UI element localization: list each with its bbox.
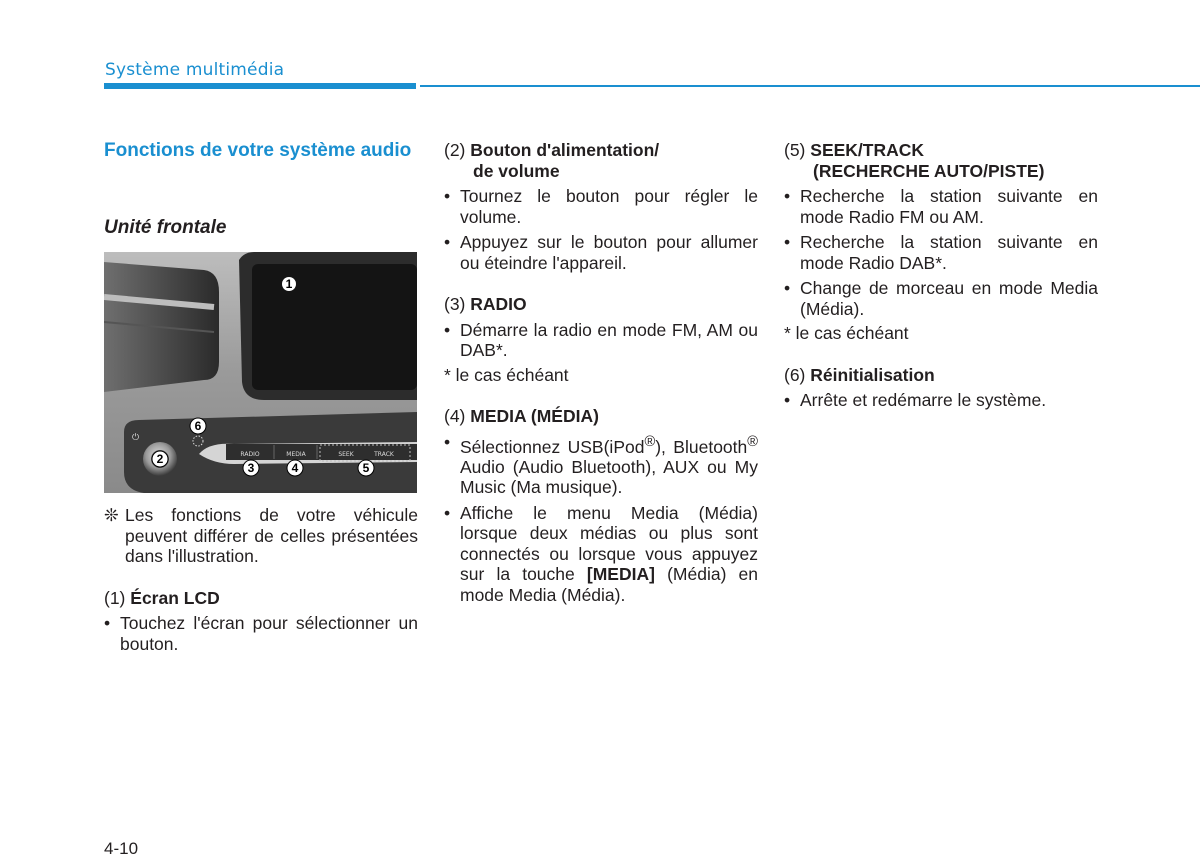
head-unit-illustration	[104, 252, 417, 493]
item-4-bullet: • Sélectionnez USB(iPod®), Bluetooth® Audio (Audio Bluetooth), AUX ou My Music (Ma musique).	[444, 431, 758, 498]
item-5-number: (5)	[784, 140, 806, 160]
item-3-title: RADIO	[470, 294, 527, 314]
item-4	[444, 406, 758, 605]
column-2-body	[444, 140, 758, 605]
item-6-title: Réinitialisation	[810, 364, 935, 385]
item-2-bullet: • Tournez le bouton pour régler le volume.	[444, 186, 758, 227]
callout-2: 2	[156, 452, 164, 466]
item-5-note: * le cas échéant	[784, 323, 909, 343]
note-text: Les fonctions de votre véhicule peuvent différer de celles présentées dans l'illustration.	[125, 505, 418, 566]
item-1-bullet: • Touchez l'écran pour sélectionner un bouton.	[104, 613, 418, 654]
item-3-note: * le cas échéant	[444, 364, 569, 385]
item-4-number: (4)	[444, 406, 466, 426]
radio-button-label: RADIO	[240, 451, 260, 458]
note-mark: ❊	[104, 505, 119, 525]
seek-button-label: SEEK	[338, 451, 354, 458]
header-rule-thin	[420, 85, 1200, 87]
column-3-body	[784, 140, 1098, 411]
item-3-number: (3)	[444, 294, 466, 314]
media-button-label: MEDIA	[286, 451, 306, 458]
column-1-body	[104, 505, 418, 654]
item-2-number: (2)	[444, 140, 466, 160]
header-rule-thick	[104, 83, 416, 89]
power-symbol: ⏻	[132, 433, 140, 443]
item-5-title-cont: (RECHERCHE AUTO/PISTE)	[813, 160, 1045, 181]
item-2-title: Bouton d'alimentation/	[470, 140, 660, 160]
item-4-bullet: • Affiche le menu Media (Média) lorsque deux médias ou plus sont connectés ou lorsque vous appuyez sur la touche [MEDIA] (Média) en mode Media (Média).	[444, 502, 758, 605]
illustration-note	[104, 505, 418, 567]
lcd-screen	[252, 264, 417, 390]
running-header: Système multimédia	[105, 60, 285, 80]
item-4-title: MEDIA (MÉDIA)	[470, 406, 599, 426]
callout-5: 5	[362, 461, 370, 475]
item-2-title-cont: de volume	[473, 160, 560, 181]
item-1-number: (1)	[104, 587, 126, 608]
item-6-number: (6)	[784, 364, 806, 385]
item-5-title: SEEK/TRACK	[810, 140, 925, 160]
item-3	[444, 294, 758, 385]
item-5-bullet: • Recherche la station suivante en mode Radio DAB*.	[784, 232, 1098, 273]
item-5	[784, 140, 1098, 344]
subtitle: Unité frontale	[104, 217, 227, 238]
item-2-bullet: • Appuyez sur le bouton pour allumer ou éteindre l'appareil.	[444, 232, 758, 273]
item-1-title: Écran LCD	[130, 587, 220, 608]
section-title: Fonctions de votre système audio	[104, 140, 412, 161]
item-3-bullet: • Démarre la radio en mode FM, AM ou DAB*.	[444, 319, 758, 360]
item-5-bullet: • Change de morceau en mode Media (Média).	[784, 278, 1098, 319]
item-1	[104, 588, 418, 655]
track-button-label: TRACK	[374, 451, 394, 458]
item-2	[444, 140, 758, 273]
callout-1: 1	[285, 277, 293, 291]
item-5-bullet: • Recherche la station suivante en mode Radio FM ou AM.	[784, 186, 1098, 227]
item-6	[784, 365, 1098, 411]
callout-6: 6	[194, 419, 202, 433]
page-number: 4-10	[104, 839, 139, 858]
callout-4: 4	[291, 461, 299, 475]
callout-3: 3	[247, 461, 255, 475]
item-6-bullet: • Arrête et redémarre le système.	[784, 390, 1047, 410]
